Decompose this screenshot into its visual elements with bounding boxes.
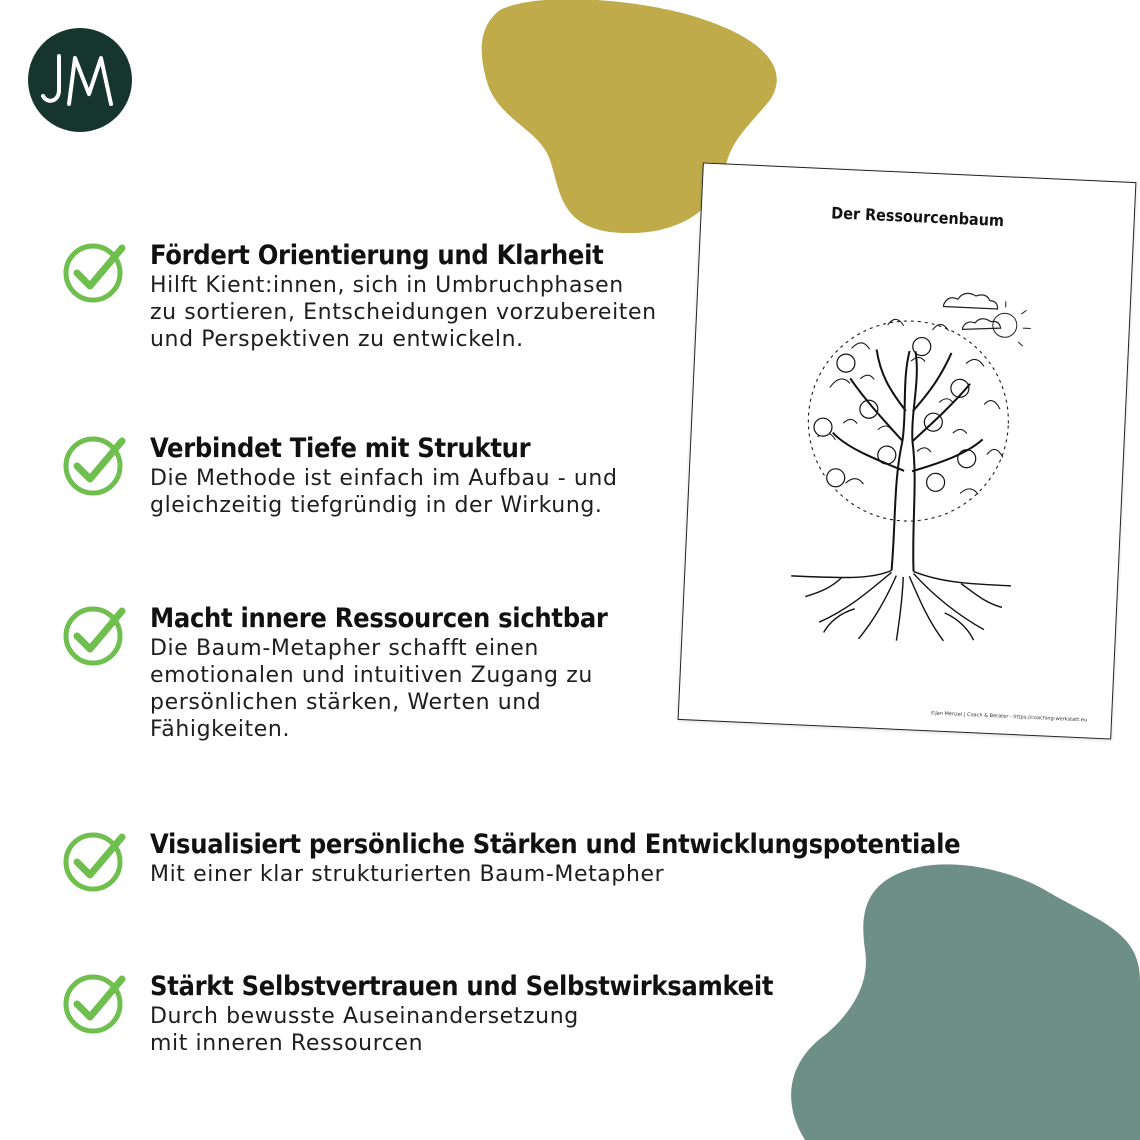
- feature-title: Visualisiert persönliche Stärken und Entwicklungspotentiale: [150, 829, 961, 860]
- feature-description-line: emotionalen und intuitiven Zugang zu: [150, 663, 593, 688]
- feature-text: [150, 971, 773, 1057]
- feature-description-line: persönlichen stärken, Werten und: [150, 690, 542, 715]
- feature-description: [150, 635, 608, 743]
- feature-description-line: zu sortieren, Entscheidungen vorzubereiten: [150, 300, 657, 325]
- feature-description-line: und Perspektiven zu entwickeln.: [150, 327, 524, 352]
- feature-title: Verbindet Tiefe mit Struktur: [150, 433, 531, 464]
- feature-description-line: Durch bewusste Auseinandersetzung: [150, 1004, 579, 1029]
- feature-text: [150, 603, 608, 743]
- teal-blob-shape: [785, 860, 1140, 1140]
- feature-text: [150, 829, 960, 888]
- jm-logo: [28, 28, 132, 132]
- feature-description: [150, 1003, 773, 1057]
- feature-title: Fördert Orientierung und Klarheit: [150, 240, 604, 271]
- worksheet-title: Der Ressourcenbaum: [830, 203, 1005, 231]
- tree-canopy: [804, 316, 1013, 526]
- feature-text: [150, 433, 618, 519]
- tree-roots: [788, 566, 1011, 646]
- feature-description: [150, 861, 960, 888]
- feature-description-line: Die Baum-Metapher schafft einen: [150, 636, 539, 661]
- check-circle-icon: [62, 829, 128, 895]
- jm-logo-mark: [41, 50, 119, 110]
- feature-description-line: Fähigkeiten.: [150, 717, 291, 742]
- feature-text: [150, 240, 657, 353]
- feature-description: [150, 272, 657, 353]
- feature-description-line: Die Methode ist einfach im Aufbau - und: [150, 466, 618, 491]
- check-circle-icon: [62, 433, 128, 499]
- feature-description: [150, 465, 618, 519]
- feature-description-line: Mit einer klar strukturierten Baum-Metapher: [150, 862, 665, 887]
- feature-title: Stärkt Selbstvertrauen und Selbstwirksamkeit: [150, 971, 774, 1002]
- feature-description-line: Hilft Kient:innen, sich in Umbruchphasen: [150, 273, 624, 298]
- check-circle-icon: [62, 240, 128, 306]
- worksheet-footer: ©Jan Menzel | Coach & Berater - https://coaching-werkstatt.eu: [930, 710, 1088, 724]
- tree-illustration: [779, 276, 1035, 647]
- feature-title: Macht innere Ressourcen sichtbar: [150, 603, 608, 634]
- feature-description-line: gleichzeitig tiefgründig in der Wirkung.: [150, 493, 603, 518]
- check-circle-icon: [62, 603, 128, 669]
- apples: [811, 333, 981, 493]
- worksheet-preview: [678, 162, 1137, 739]
- feature-description-line: mit inneren Ressourcen: [150, 1031, 424, 1056]
- check-circle-icon: [62, 971, 128, 1037]
